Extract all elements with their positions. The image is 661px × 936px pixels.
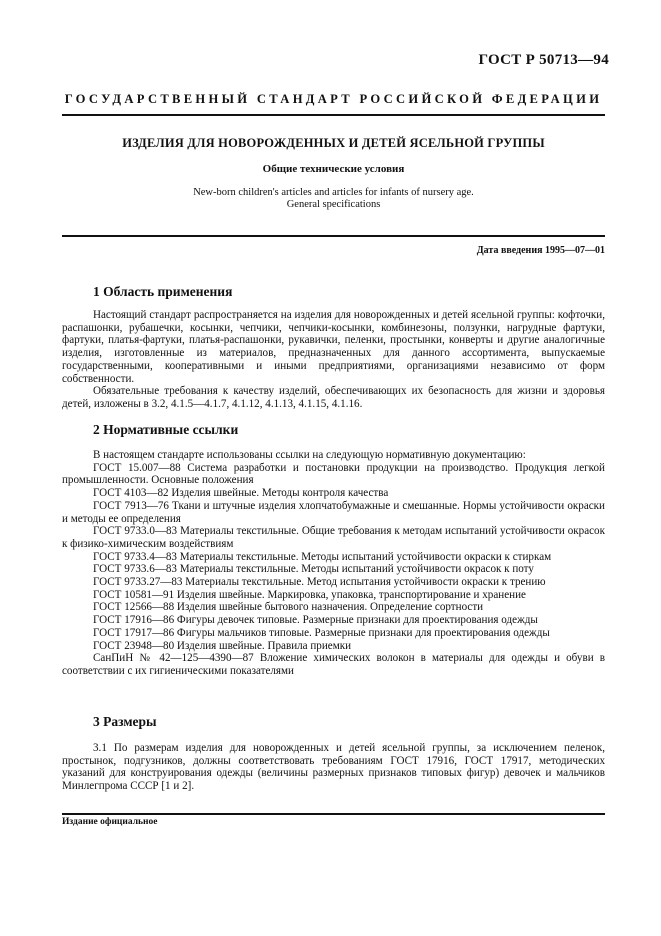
section-1-paragraph: Настоящий стандарт распространяется на изделия для новорожденных и детей ясельной группы: кофточки, распашонки, рубашечки, косынки, чепчики, чепчики-косынки, комбинезоны, ползунки, нагрудные фартуки, фартуки, платья-фартуки, платья-распашонки, рукавички, пеленки, простынки, конверты и другие аналогичные изделия, изготовленные из материалов, предназначенных для данного ассортимента, выпускаемые государственными, кооперативными и иными предприятиями, организациями независимо от форм собственности. — [62, 309, 605, 385]
footer-divider — [62, 813, 605, 815]
reference-item: ГОСТ 23948—80 Изделия швейные. Правила приемки — [93, 639, 352, 652]
reference-item: ГОСТ 15.007—88 Система разработки и постановки продукции на производство. Продукция легкой промышленности. Основные положения — [62, 461, 605, 487]
state-standard-banner: ГОСУДАРСТВЕННЫЙ СТАНДАРТ РОССИЙСКОЙ ФЕДЕРАЦИИ — [64, 92, 603, 106]
reference-item: ГОСТ 17916—86 Фигуры девочек типовые. Размерные признаки для проектирования одежды — [93, 614, 538, 627]
section-3-paragraph: 3.1 По размерам изделия для новорожденных и детей ясельной группы, за исключением пеленок, простынок, подгузников, должны соответствовать требованиям ГОСТ 17916, ГОСТ 17917, методических указаний для конструирования одежды (величины размерных признаков типовых фигур) девочек и мальчиков Минлегпрома СССР [1 и 2]. — [62, 742, 605, 793]
document-code: ГОСТ Р 50713—94 — [478, 52, 609, 68]
top-divider — [62, 114, 605, 116]
reference-item: ГОСТ 4103—82 Изделия швейные. Методы контроля качества — [93, 487, 389, 500]
section-1-heading: 1 Область применения — [93, 284, 233, 299]
reference-item: ГОСТ 12566—88 Изделия швейные бытового назначения. Определение сортности — [93, 601, 484, 614]
introduction-date: Дата введения 1995—07—01 — [476, 245, 605, 256]
english-title-line-1: New-born children's articles and articles for infants of nursery age. — [193, 187, 474, 198]
document-title: ИЗДЕЛИЯ ДЛЯ НОВОРОЖДЕННЫХ И ДЕТЕЙ ЯСЕЛЬНОЙ ГРУППЫ — [122, 136, 545, 150]
references-intro: В настоящем стандарте использованы ссылки на следующую нормативную документацию: — [93, 449, 526, 461]
reference-item: ГОСТ 9733.0—83 Материалы текстильные. Общие требования к методам испытаний устойчивости окрасок к физико-химическим воздействиям — [62, 525, 605, 550]
reference-item: ГОСТ 7913—76 Ткани и штучные изделия хлопчатобумажные и смешанные. Нормы устойчивости окраски и методы ее определения — [62, 499, 605, 525]
section-1-paragraph: Обязательные требования к качеству изделий, обеспечивающих их безопасность для жизни и здоровья детей, изложены в 3.2, 4.1.5—4.1.7, 4.1.12, 4.1.13, 4.1.15, 4.1.16. — [62, 385, 605, 410]
reference-item: ГОСТ 17917—86 Фигуры мальчиков типовые. Размерные признаки для проектирования одежды — [93, 626, 550, 639]
english-title — [62, 187, 605, 211]
section-2-heading: 2 Нормативные ссылки — [93, 422, 239, 437]
reference-item: ГОСТ 9733.4—83 Материалы текстильные. Методы испытаний устойчивости окраски к стиркам — [93, 550, 552, 563]
reference-item: ГОСТ 9733.27—83 Материалы текстильные. Метод испытания устойчивости окраски к трению — [93, 576, 546, 589]
document-subtitle: Общие технические условия — [262, 163, 405, 175]
section-3-heading: 3 Размеры — [93, 714, 157, 729]
section-1-body — [62, 309, 605, 411]
title-divider — [62, 235, 605, 237]
section-3-body — [62, 742, 605, 793]
reference-item: СанПиН № 42—125—4390—87 Вложение химических волокон в материалы для одежды и обуви в соответствии с их гигиеническими показателями — [62, 652, 605, 677]
english-title-line-2: General specifications — [286, 199, 381, 210]
section-2-body — [62, 449, 605, 678]
reference-item: ГОСТ 9733.6—83 Материалы текстильные. Методы испытаний устойчивости окрасок к поту — [93, 563, 534, 576]
reference-item: ГОСТ 10581—91 Изделия швейные. Маркировка, упаковка, транспортирование и хранение — [93, 588, 526, 601]
official-edition-label: Издание официальное — [62, 817, 158, 827]
